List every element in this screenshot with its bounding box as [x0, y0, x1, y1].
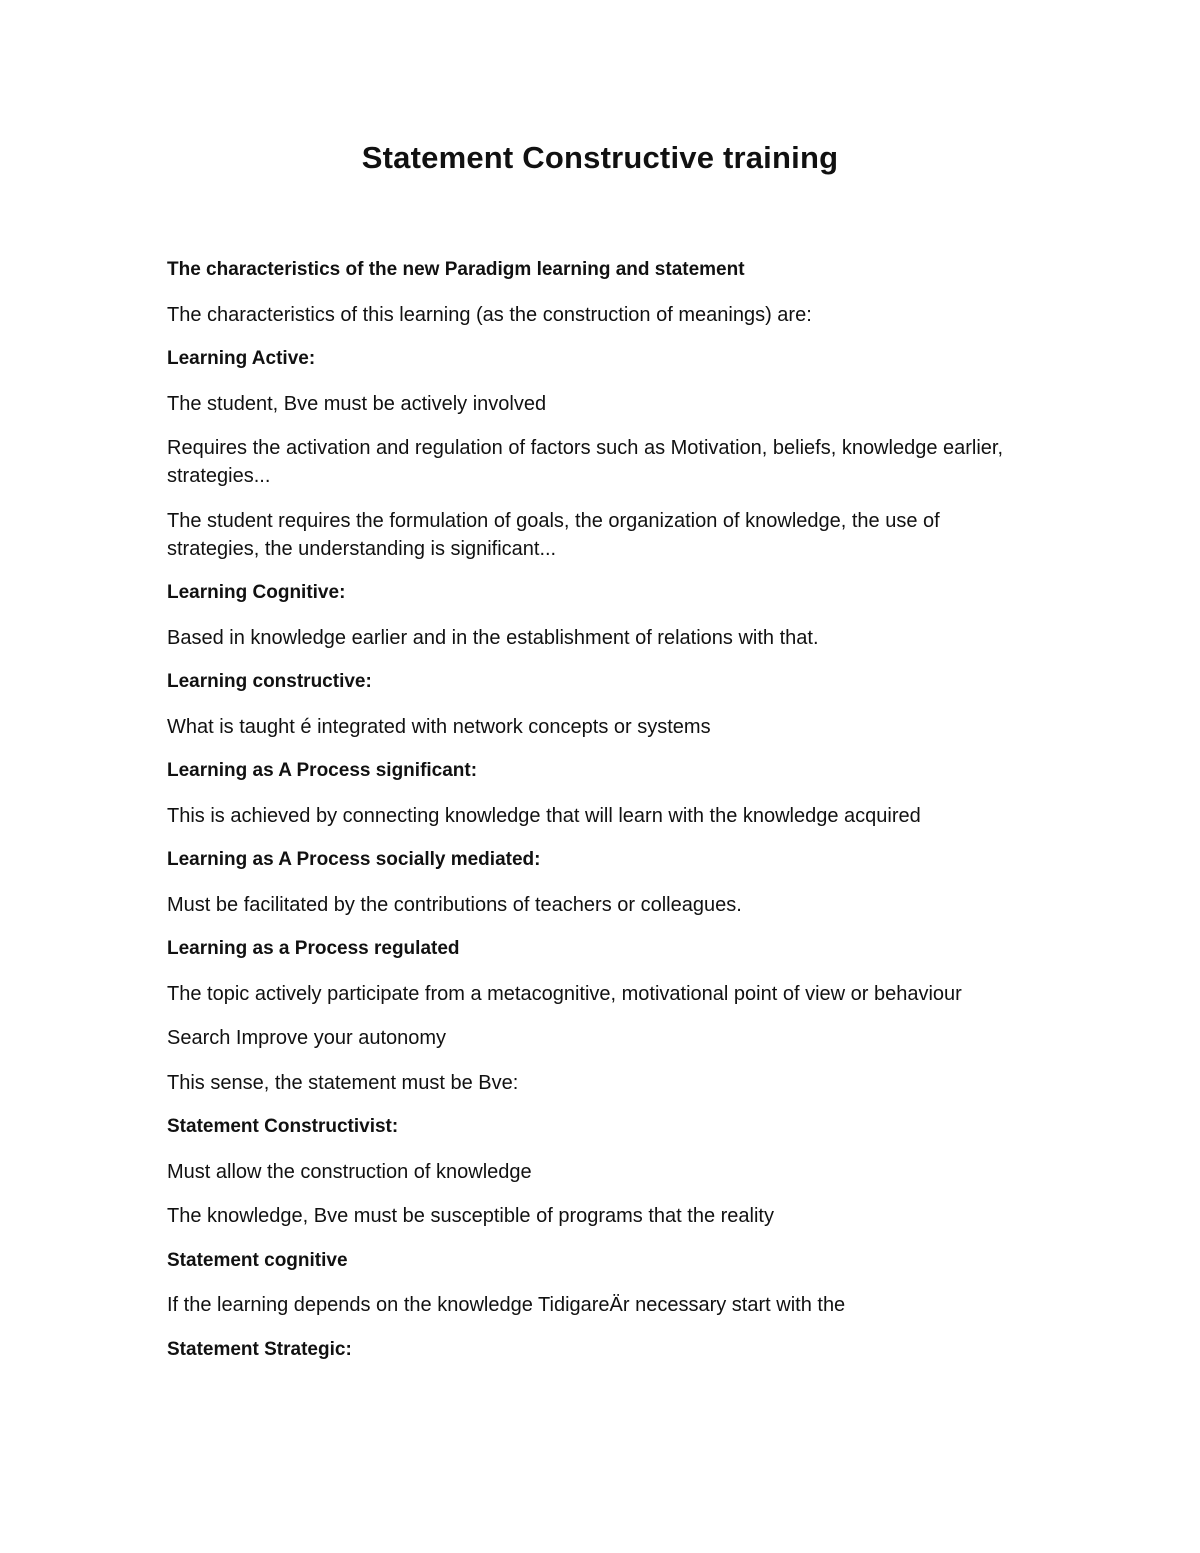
body-paragraph: The characteristics of this learning (as the construction of meanings) are:	[167, 303, 812, 326]
section-heading: Learning as A Process significant:	[167, 760, 478, 781]
body-paragraph: The student requires the formulation of goals, the organization of knowledge, the use of strategies, the understanding is significant...	[167, 509, 940, 560]
section-heading: Learning as a Process regulated	[167, 938, 460, 959]
body-paragraph: The topic actively participate from a metacognitive, motivational point of view or behaviour	[167, 982, 962, 1005]
body-paragraph: If the learning depends on the knowledge TidigareÄr necessary start with the	[167, 1294, 846, 1316]
section-heading: The characteristics of the new Paradigm learning and statement	[167, 259, 745, 280]
body-paragraph: Search Improve your autonomy	[167, 1027, 447, 1049]
body-paragraph: Must be facilitated by the contributions of teachers or colleagues.	[167, 893, 742, 916]
section-heading: Statement Constructivist:	[167, 1116, 399, 1137]
section-heading: Learning Active:	[167, 348, 316, 369]
body-paragraph: Requires the activation and regulation of factors such as Motivation, beliefs, knowledge earlier, strategies...	[167, 437, 1004, 487]
body-paragraph: The knowledge, Bve must be susceptible of programs that the reality	[167, 1205, 774, 1227]
body-paragraph: What is taught é integrated with network concepts or systems	[167, 715, 711, 738]
section-heading: Statement Strategic:	[167, 1338, 352, 1360]
body-paragraph: The student, Bve must be actively involved	[167, 392, 547, 415]
section-heading: Learning Cognitive:	[167, 582, 346, 603]
body-paragraph: Based in knowledge earlier and in the establishment of relations with that.	[167, 626, 819, 649]
document-title: Statement Constructive training	[361, 140, 839, 175]
section-heading: Learning as A Process socially mediated:	[167, 849, 541, 870]
body-paragraph: Must allow the construction of knowledge	[167, 1160, 532, 1183]
body-paragraph: This sense, the statement must be Bve:	[167, 1071, 519, 1094]
section-heading: Learning constructive:	[167, 671, 372, 692]
body-paragraph: This is achieved by connecting knowledge that will learn with the knowledge acquired	[167, 804, 921, 827]
section-heading: Statement cognitive	[167, 1249, 348, 1271]
document-body	[167, 256, 1017, 1380]
